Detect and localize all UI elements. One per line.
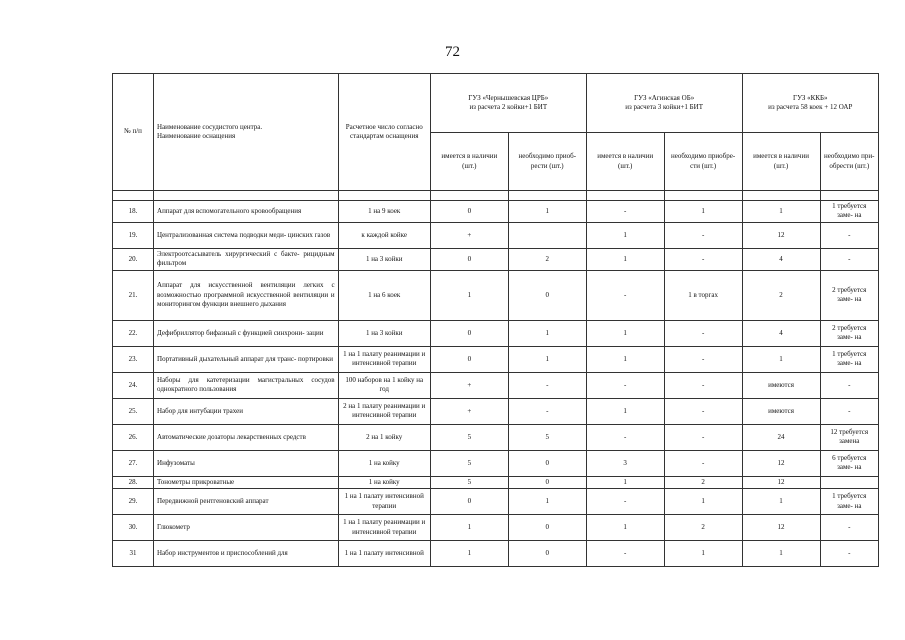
value-cell: - [664,222,742,248]
value-cell: - [664,320,742,346]
org-1-subtitle: из расчета 2 койки+1 БИТ [469,103,548,111]
org-3-subtitle: из расчета 58 коек + 12 ОАР [768,103,853,111]
equipment-name: Дефибриллятор бифазный с функцией синхрони- зации [154,320,339,346]
value-cell: 1 [586,476,664,488]
equipment-table [112,73,879,567]
value-cell: 24 [742,424,820,450]
value-cell: 1 [586,515,664,541]
value-cell: 0 [430,201,508,223]
table-row [113,476,879,488]
value-cell: 12 [742,222,820,248]
row-number: 29. [113,489,154,515]
equipment-name: Наборы для катетеризации магистральных сосудов однократного пользования [154,372,339,398]
value-cell: 1 [742,201,820,223]
header-have-3: имеется в наличии (шт.) [742,133,820,191]
value-cell: - [508,398,586,424]
value-cell: 5 [430,476,508,488]
value-cell: 12 [742,515,820,541]
value-cell: 1 [586,398,664,424]
norm-cell: 1 на 1 палату реанимации и интенсивной терапии [338,515,430,541]
header-num: № п/п [113,74,154,191]
equipment-name: Передвижной рентгеновский аппарат [154,489,339,515]
value-cell: 0 [508,270,586,320]
equipment-name: Набор для интубации трахеи [154,398,339,424]
table-row [113,320,879,346]
row-number: 31 [113,541,154,567]
equipment-name: Тонометры прикроватные [154,476,339,488]
row-number: 26. [113,424,154,450]
value-cell: 2 требуется заме- на [820,270,879,320]
norm-cell: 2 на 1 палату реанимации и интенсивной терапии [338,398,430,424]
value-cell: 1 [586,222,664,248]
equipment-name: Аппарат для искусственной вентиляции легких с возможностью программной искусственной вентиляции и мониторингом функции внешнего дыхания [154,270,339,320]
table-row [113,201,879,223]
row-number: 22. [113,320,154,346]
value-cell: 2 [742,270,820,320]
value-cell: 1 [664,541,742,567]
org-1-title: ГУЗ «Чернышевская ЦРБ» [468,93,549,102]
value-cell: 1 [742,541,820,567]
value-cell: - [820,541,879,567]
norm-cell: 1 на 3 койки [338,248,430,270]
equipment-name: Электроотсасыватель хирургический с бакте- рицидным фильтром [154,248,339,270]
header-have-1: имеется в наличии (шт.) [430,133,508,191]
table-row [113,489,879,515]
equipment-name: Централизованная система подводки меди- цинских газов [154,222,339,248]
header-need-3: необходимо при- обрести (шт.) [820,133,879,191]
row-number: 28. [113,476,154,488]
value-cell: 12 [742,450,820,476]
header-need-2: необходимо приобре- сти (шт.) [664,133,742,191]
org-3-title: ГУЗ «ККБ» [793,93,828,102]
table-header [113,74,879,201]
value-cell: 5 [430,424,508,450]
value-cell: 4 [742,248,820,270]
value-cell: 4 [742,320,820,346]
header-org-2 [586,74,742,133]
value-cell: 2 [664,476,742,488]
value-cell: 12 [742,476,820,488]
norm-cell: 100 наборов на 1 койку на год [338,372,430,398]
value-cell: 0 [508,476,586,488]
value-cell: + [430,398,508,424]
row-number: 25. [113,398,154,424]
value-cell: - [664,346,742,372]
equipment-name: Аппарат для вспомогательного кровообращения [154,201,339,223]
value-cell: - [664,372,742,398]
header-norm-line2: стандартам оснащения [349,132,419,140]
value-cell: - [586,372,664,398]
value-cell: 1 [430,541,508,567]
row-number: 30. [113,515,154,541]
table-row [113,450,879,476]
table-body [113,201,879,567]
row-number: 20. [113,248,154,270]
org-2-subtitle: из расчета 3 койки+1 БИТ [625,103,703,111]
row-number: 27. [113,450,154,476]
value-cell: + [430,222,508,248]
norm-cell: 1 на койку [338,450,430,476]
value-cell: 0 [508,515,586,541]
value-cell: 6 требуется заме- на [820,450,879,476]
equipment-name: Портативный дыхательный аппарат для транс- портировки [154,346,339,372]
value-cell: 1 требуется заме- на [820,489,879,515]
table-row [113,424,879,450]
value-cell: 2 требуется заме- на [820,320,879,346]
value-cell: 5 [430,450,508,476]
header-org-1 [430,74,586,133]
norm-cell: 1 на койку [338,476,430,488]
value-cell: 0 [430,346,508,372]
value-cell: - [820,222,879,248]
table-row [113,515,879,541]
equipment-name: Инфузоматы [154,450,339,476]
header-norm [338,74,430,191]
norm-cell: 1 на 3 койки [338,320,430,346]
value-cell: 0 [508,450,586,476]
value-cell [820,476,879,488]
value-cell [508,222,586,248]
value-cell: 1 [664,489,742,515]
value-cell: - [586,424,664,450]
row-number: 21. [113,270,154,320]
header-name-line1: Наименование сосудистого центра. [157,122,263,131]
norm-cell: 1 на 9 коек [338,201,430,223]
value-cell: 1 [742,346,820,372]
row-number: 24. [113,372,154,398]
value-cell: 1 [430,515,508,541]
value-cell: 1 [508,320,586,346]
norm-cell: 1 на 1 палату реанимации и интенсивной терапии [338,346,430,372]
value-cell: 1 [508,489,586,515]
value-cell: 0 [430,489,508,515]
value-cell: 1 [430,270,508,320]
table-row [113,346,879,372]
norm-cell: 1 на 6 коек [338,270,430,320]
norm-cell: к каждой койке [338,222,430,248]
header-spacer-row [113,191,879,201]
header-name-line2: Наименование оснащения [157,132,236,140]
value-cell: 2 [508,248,586,270]
value-cell: - [508,372,586,398]
value-cell: 1 [586,248,664,270]
value-cell: - [586,201,664,223]
table-row [113,222,879,248]
row-number: 18. [113,201,154,223]
value-cell: - [820,372,879,398]
header-need-1: необходимо приоб- рести (шт.) [508,133,586,191]
value-cell: 1 требуется заме- на [820,201,879,223]
value-cell: 1 [508,346,586,372]
value-cell: 1 [586,320,664,346]
norm-cell: 2 на 1 койку [338,424,430,450]
value-cell: 0 [430,320,508,346]
value-cell: имеются [742,372,820,398]
value-cell: 3 [586,450,664,476]
table-row [113,248,879,270]
page-number: 72 [445,44,460,60]
value-cell: - [820,248,879,270]
norm-cell: 1 на 1 палату интенсивной терапии [338,489,430,515]
row-number: 19. [113,222,154,248]
value-cell: - [586,541,664,567]
header-org-3 [742,74,878,133]
value-cell: - [664,248,742,270]
value-cell: 1 [664,201,742,223]
org-2-title: ГУЗ «Агинская ОБ» [634,93,695,102]
value-cell: 0 [430,248,508,270]
value-cell: - [664,450,742,476]
value-cell: 1 [586,346,664,372]
table-row [113,372,879,398]
value-cell: - [586,270,664,320]
header-have-2: имеется в наличии (шт.) [586,133,664,191]
table-row [113,398,879,424]
value-cell: - [664,424,742,450]
value-cell: 5 [508,424,586,450]
value-cell: - [586,489,664,515]
norm-cell: 1 на 1 палату интенсивной [338,541,430,567]
value-cell: имеются [742,398,820,424]
value-cell: - [664,398,742,424]
value-cell: - [820,515,879,541]
equipment-name: Набор инструментов и приспособлений для [154,541,339,567]
value-cell: 1 в торгах [664,270,742,320]
value-cell: 2 [664,515,742,541]
row-number: 23. [113,346,154,372]
value-cell: 1 [508,201,586,223]
value-cell: 12 требуется замена [820,424,879,450]
value-cell: + [430,372,508,398]
table-row [113,541,879,567]
equipment-name: Автоматические дозаторы лекарственных средств [154,424,339,450]
header-name [154,74,339,191]
value-cell: - [820,398,879,424]
header-norm-line1: Расчетное число согласно [345,122,423,131]
value-cell: 1 [742,489,820,515]
equipment-name: Глюкометр [154,515,339,541]
value-cell: 1 требуется заме- на [820,346,879,372]
value-cell: 0 [508,541,586,567]
table-row [113,270,879,320]
